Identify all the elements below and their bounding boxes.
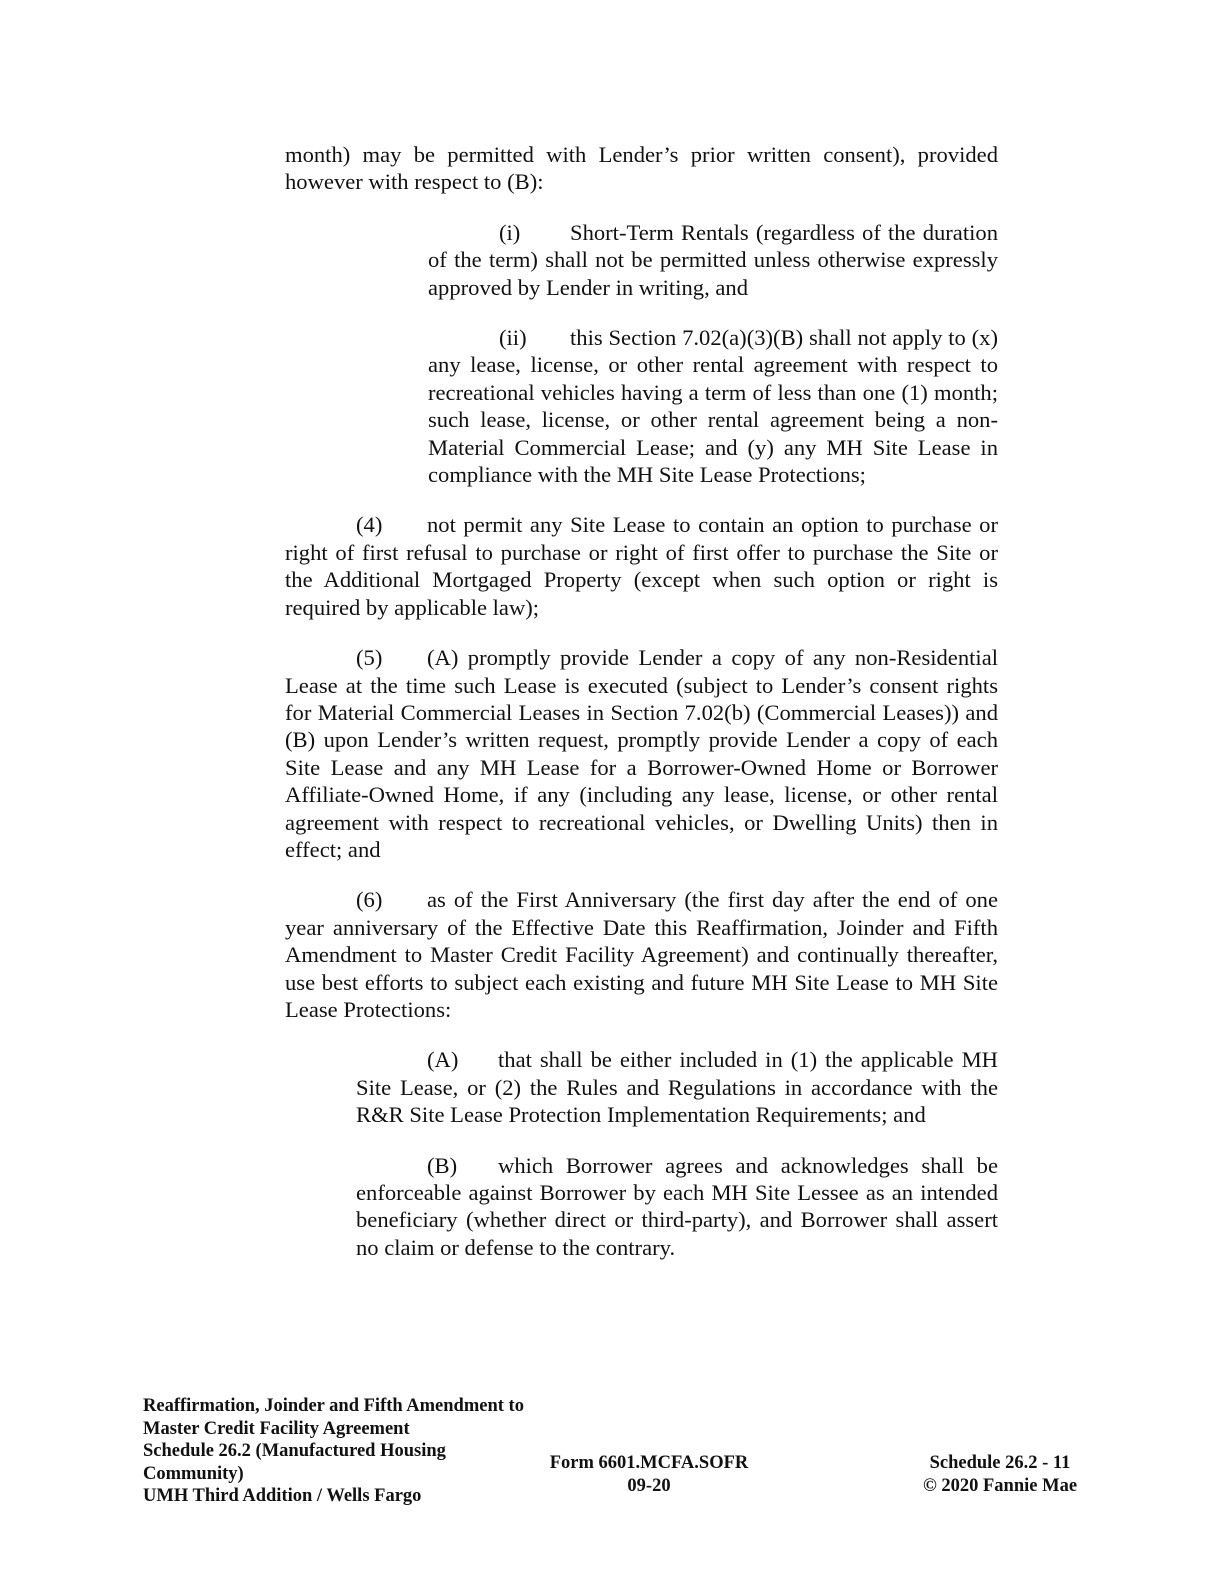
- footer-right-line: © 2020 Fannie Mae: [922, 1475, 1078, 1496]
- footer-left-line: Community): [143, 1463, 244, 1484]
- paragraph-item-6: [285, 886, 998, 1023]
- paragraph-item-4: [285, 511, 998, 621]
- paragraph-text: Short-Term Rentals (regardless of the duration of the term) shall not be permitted unless otherwise expressly approved by Lender in writing, and: [428, 219, 998, 300]
- paragraph-text: not permit any Site Lease to contain an option to purchase or right of first refusal to purchase or right of first offer to purchase the Site or the Additional Mortgaged Property (except when such option or right is required by applicable law);: [285, 512, 998, 620]
- paragraph-item-i: [428, 219, 998, 301]
- paragraph-continuation: [285, 141, 998, 196]
- paragraph-text: (A) promptly provide Lender a copy of any non-Residential Lease at the time such Lease is executed (subject to Lender’s consent rights for Material Commercial Leases in Section 7.02(b) (Commercial Leases)) and (B) upon Lender’s written request, promptly provide Lender a copy of each Site Lease and any MH Lease for a Borrower-Owned Home or Borrower Affiliate-Owned Home, if any (including any lease, license, or other rental agreement with respect to recreational vehicles, or Dwelling Units) then in effect; and: [285, 645, 998, 862]
- footer-left-line: Master Credit Facility Agreement: [143, 1418, 410, 1439]
- footer-center-line: 09-20: [627, 1475, 671, 1496]
- footer-form-number: [520, 1452, 778, 1497]
- paragraph-marker: (B): [427, 1152, 458, 1178]
- paragraph-text: this Section 7.02(a)(3)(B) shall not apply to (x) any lease, license, or other rental agreement with respect to recreational vehicles having a term of less than one (1) month; such lease, license, or other rental agreement being a non-Material Commercial Lease; and (y) any MH Site Lease in compliance with the MH Site Lease Protections;: [428, 325, 998, 488]
- paragraph-text: as of the First Anniversary (the first day after the end of one year anniversary of the Effective Date this Reaffirmation, Joinder and Fifth Amendment to Master Credit Facility Agreement) and continually thereafter, use best efforts to subject each existing and future MH Site Lease to MH Site Lease Protections:: [285, 887, 998, 1022]
- paragraph-marker: (i): [499, 219, 521, 245]
- footer-left-line: Schedule 26.2 (Manufactured Housing: [143, 1441, 446, 1462]
- footer-left-line: Reaffirmation, Joinder and Fifth Amendment to: [143, 1396, 524, 1416]
- paragraph-text: that shall be either included in (1) the applicable MH Site Lease, or (2) the Rules and Regulations in accordance with the R&R Site Lease Protection Implementation Requirements; and: [356, 1047, 998, 1128]
- paragraph-marker: (ii): [499, 325, 527, 351]
- paragraph-item-A: [356, 1046, 998, 1128]
- footer-right-line: Schedule 26.2 - 11: [929, 1453, 1071, 1473]
- paragraph-item-B: [356, 1152, 998, 1262]
- paragraph-text: month) may be permitted with Lender’s prior written consent), provided however with respect to (B):: [285, 142, 998, 195]
- footer-page-number: [875, 1452, 1125, 1497]
- footer-center-line: Form 6601.MCFA.SOFR: [549, 1453, 749, 1473]
- footer-left-line: UMH Third Addition / Wells Fargo: [143, 1486, 422, 1507]
- paragraph-marker: (5): [356, 645, 383, 671]
- paragraph-item-5: [285, 644, 998, 863]
- paragraph-item-ii: [428, 324, 998, 488]
- footer-document-title: [143, 1395, 563, 1508]
- paragraph-marker: (A): [427, 1047, 459, 1073]
- paragraph-marker: (4): [356, 512, 383, 538]
- paragraph-text: which Borrower agrees and acknowledges shall be enforceable against Borrower by each MH Site Lessee as an intended beneficiary (whether direct or third-party), and Borrower shall assert no claim or defense to the contrary.: [356, 1152, 998, 1260]
- paragraph-marker: (6): [356, 887, 383, 913]
- document-body: [285, 141, 998, 1284]
